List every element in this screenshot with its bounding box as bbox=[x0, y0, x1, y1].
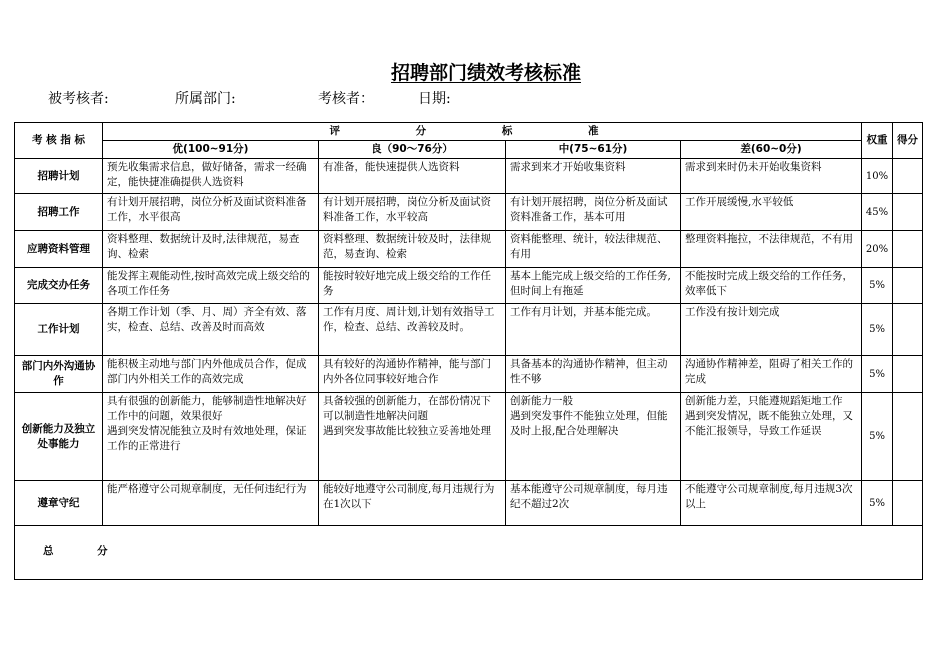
excellent-cell: 有计划开展招聘，岗位分析及面试资料准备工作，水平很高 bbox=[103, 194, 319, 231]
medium-cell: 资料能整理、统计，较法律规范、有用 bbox=[506, 231, 681, 268]
medium-cell: 基本能遵守公司规章制度，每月违纪不超过2次 bbox=[506, 481, 681, 526]
table-row bbox=[15, 231, 923, 268]
poor-cell: 需求到来时仍未开始收集资料 bbox=[681, 159, 862, 194]
good-cell: 能较好地遵守公司制度,每月违规行为在1次以下 bbox=[319, 481, 506, 526]
total-label: 总 分 bbox=[15, 526, 923, 580]
excellent-cell: 各期工作计划（季、月、周）齐全有效、落实，检查、总结、改善及时而高效 bbox=[103, 304, 319, 356]
table-row bbox=[15, 194, 923, 231]
good-cell: 有计划开展招聘，岗位分析及面试资料准备工作，水平较高 bbox=[319, 194, 506, 231]
indicator-cell: 部门内外沟通协作 bbox=[15, 356, 103, 393]
medium-header: 中(75~61分) bbox=[506, 141, 681, 159]
good-cell: 具有较好的沟通协作精神，能与部门内外各位同事较好地合作 bbox=[319, 356, 506, 393]
date-label: 日期: bbox=[418, 91, 451, 107]
excellent-cell: 能发挥主观能动性,按时高效完成上级交给的各项工作任务 bbox=[103, 268, 319, 304]
score-cell[interactable] bbox=[893, 393, 923, 481]
assessment-table bbox=[14, 122, 923, 580]
weight-cell: 5% bbox=[862, 304, 893, 356]
medium-cell: 基本上能完成上级交给的工作任务,但时间上有拖延 bbox=[506, 268, 681, 304]
table-row bbox=[15, 356, 923, 393]
good-cell: 能按时较好地完成上级交给的工作任务 bbox=[319, 268, 506, 304]
indicator-cell: 招聘工作 bbox=[15, 194, 103, 231]
indicator-cell: 应聘资料管理 bbox=[15, 231, 103, 268]
table-row bbox=[15, 159, 923, 194]
medium-cell: 工作有月计划，并基本能完成。 bbox=[506, 304, 681, 356]
standard-header: 评 分 标 准 bbox=[103, 123, 862, 141]
examinee-label: 被考核者: bbox=[48, 91, 109, 107]
medium-cell: 具备基本的沟通协作精神，但主动性不够 bbox=[506, 356, 681, 393]
medium-cell: 需求到来才开始收集资料 bbox=[506, 159, 681, 194]
weight-cell: 20% bbox=[862, 231, 893, 268]
score-cell[interactable] bbox=[893, 268, 923, 304]
weight-cell: 45% bbox=[862, 194, 893, 231]
table-row bbox=[15, 393, 923, 481]
excellent-cell: 预先收集需求信息，做好储备，需求一经确定，能快捷准确提供人选资料 bbox=[103, 159, 319, 194]
score-cell[interactable] bbox=[893, 159, 923, 194]
indicator-cell: 工作计划 bbox=[15, 304, 103, 356]
poor-cell: 工作没有按计划完成 bbox=[681, 304, 862, 356]
weight-header: 权重 bbox=[862, 123, 893, 159]
poor-cell: 创新能力差，只能遵规蹈矩地工作 遇到突发情况，既不能独立处理，又 不能汇报领导，导致工作延误 bbox=[681, 393, 862, 481]
department-label: 所属部门: bbox=[175, 91, 236, 107]
score-cell[interactable] bbox=[893, 231, 923, 268]
good-cell: 资料整理、数据统计较及时，法律规范，易查询、检索 bbox=[319, 231, 506, 268]
total-row bbox=[15, 526, 923, 580]
weight-cell: 10% bbox=[862, 159, 893, 194]
score-cell[interactable] bbox=[893, 481, 923, 526]
score-cell[interactable] bbox=[893, 194, 923, 231]
excellent-header: 优(100~91分) bbox=[103, 141, 319, 159]
indicator-cell: 遵章守纪 bbox=[15, 481, 103, 526]
poor-cell: 不能按时完成上级交给的工作任务，效率低下 bbox=[681, 268, 862, 304]
weight-cell: 5% bbox=[862, 356, 893, 393]
score-header: 得分 bbox=[893, 123, 923, 159]
indicator-cell: 创新能力及独立处事能力 bbox=[15, 393, 103, 481]
table-row bbox=[15, 481, 923, 526]
examiner-label: 考核者： bbox=[318, 91, 374, 107]
weight-cell: 5% bbox=[862, 481, 893, 526]
good-cell: 有准备，能快速提供人选资料 bbox=[319, 159, 506, 194]
excellent-cell: 具有很强的创新能力，能够制造性地解决好工作中的问题，效果很好 遇到突发情况能独立及时有效地处理，保证工作的正常进行 bbox=[103, 393, 319, 481]
poor-cell: 沟通协作精神差，阻碍了相关工作的完成 bbox=[681, 356, 862, 393]
good-cell: 具备较强的创新能力，在部份情况下可以制造性地解决问题 遇到突发事故能比较独立妥善地处理 bbox=[319, 393, 506, 481]
poor-header: 差(60~0分) bbox=[681, 141, 862, 159]
excellent-cell: 资料整理、数据统计及时,法律规范，易查询、检索 bbox=[103, 231, 319, 268]
medium-cell: 有计划开展招聘，岗位分析及面试资料准备工作，基本可用 bbox=[506, 194, 681, 231]
indicator-cell: 完成交办任务 bbox=[15, 268, 103, 304]
score-cell[interactable] bbox=[893, 304, 923, 356]
excellent-cell: 能严格遵守公司规章制度，无任何违纪行为 bbox=[103, 481, 319, 526]
table-row bbox=[15, 268, 923, 304]
indicator-cell: 招聘计划 bbox=[15, 159, 103, 194]
good-header: 良（90～76分） bbox=[319, 141, 506, 159]
score-cell[interactable] bbox=[893, 356, 923, 393]
poor-cell: 不能遵守公司规章制度,每月违规3次以上 bbox=[681, 481, 862, 526]
good-cell: 工作有月度、周计划,计划有效指导工作，检查、总结、改善较及时。 bbox=[319, 304, 506, 356]
document-title: 招聘部门绩效考核标准 bbox=[390, 62, 581, 84]
medium-cell: 创新能力一般 遇到突发事件不能独立处理，但能及时上报,配合处理解决 bbox=[506, 393, 681, 481]
table-row bbox=[15, 304, 923, 356]
indicator-header: 考 核 指 标 bbox=[15, 123, 103, 159]
excellent-cell: 能积极主动地与部门内外他成员合作，促成部门内外相关工作的高效完成 bbox=[103, 356, 319, 393]
weight-cell: 5% bbox=[862, 268, 893, 304]
poor-cell: 工作开展缓慢,水平较低 bbox=[681, 194, 862, 231]
poor-cell: 整理资料拖拉，不法律规范，不有用 bbox=[681, 231, 862, 268]
weight-cell: 5% bbox=[862, 393, 893, 481]
